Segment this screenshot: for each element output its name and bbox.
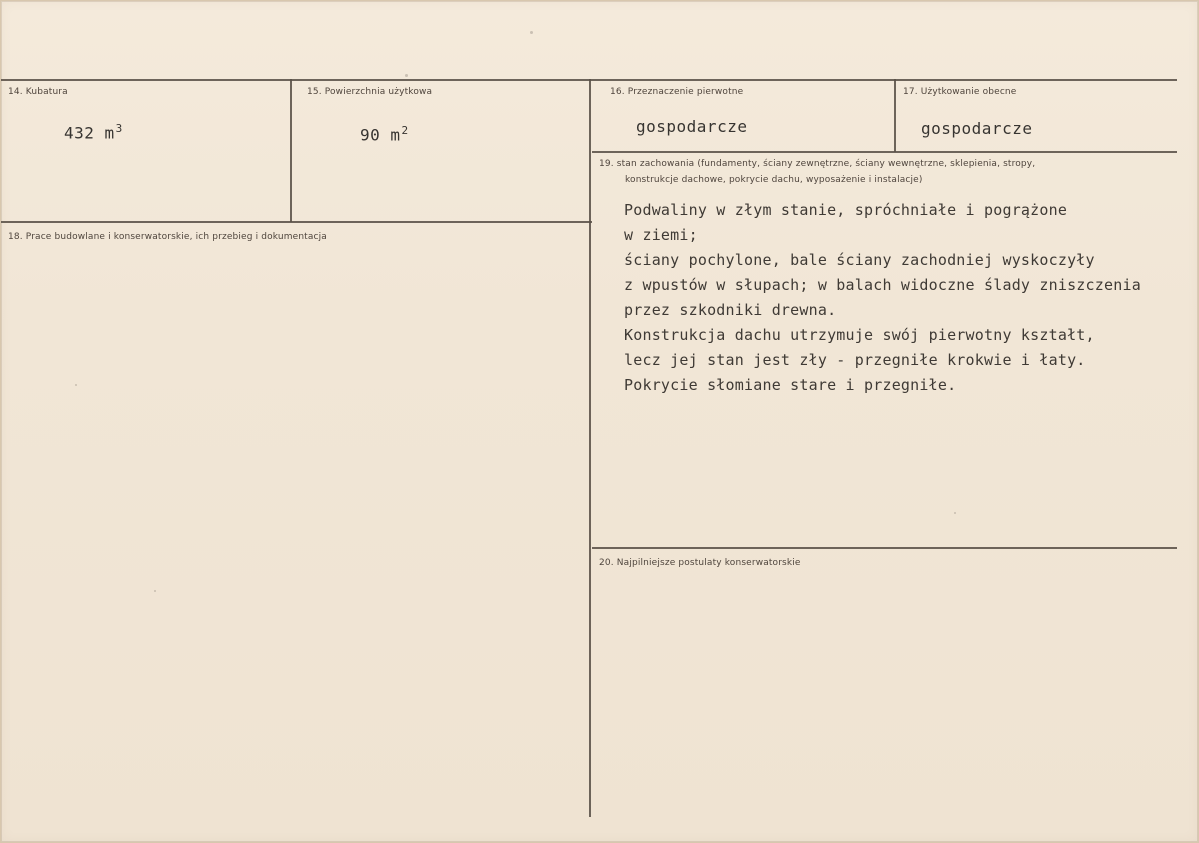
przeznaczenie-value: gospodarcze [636,117,748,136]
kubatura-superscript: 3 [115,122,123,135]
paper-speck [75,384,77,386]
paper-speck [154,590,156,592]
uzytkowanie-value: gospodarcze [921,119,1033,138]
left-section-divider [1,221,592,223]
stan-label-line1: 19. stan zachowania (fundamenty, ściany zewnętrzne, ściany wewnętrzne, sklepienia, stropy, [599,159,1036,169]
main-vertical-divider [589,79,591,817]
stan-line-3: ściany pochylone, bale ściany zachodniej wyskoczyły [624,251,1095,269]
postulaty-label: 20. Najpilniejsze postulaty konserwatorskie [599,558,801,568]
right-section-divider [592,151,1177,153]
field-divider-left [290,79,292,222]
uzytkowanie-label: 17. Użytkowanie obecne [903,87,1017,97]
field-divider-right [894,79,896,152]
powierzchnia-value [360,124,409,144]
paper-speck [405,74,408,77]
kubatura-value [64,122,123,142]
stan-description [624,198,1199,398]
powierzchnia-superscript: 2 [401,124,409,137]
prace-label: 18. Prace budowlane i konserwatorskie, ich przebieg i dokumentacja [8,232,327,242]
kubatura-label: 14. Kubatura [8,87,68,97]
paper-speck [530,31,533,34]
powierzchnia-label: 15. Powierzchnia użytkowa [307,87,433,97]
stan-line-5: przez szkodniki drewna. [624,301,837,319]
stan-line-2: w ziemi; [624,226,698,244]
przeznaczenie-label: 16. Przeznaczenie pierwotne [610,87,744,97]
stan-label-line2: konstrukcje dachowe, pokrycie dachu, wyposażenie i instalacje) [625,175,923,185]
stan-line-6: Konstrukcja dachu utrzymuje swój pierwotny kształt, [624,326,1095,344]
powierzchnia-number: 90 m [360,125,401,145]
bottom-right-divider [592,547,1177,549]
stan-line-1: Podwaliny w złym stanie, spróchniałe i pogrążone [624,201,1068,219]
kubatura-number: 432 m [64,123,115,143]
stan-line-4: z wpustów w słupach; w balach widoczne ślady zniszczenia [624,276,1141,294]
stan-line-8: Pokrycie słomiane stare i przegniłe. [624,376,957,394]
stan-line-7: lecz jej stan jest zły - przegniłe krokwie i łaty. [624,351,1086,369]
paper-speck [954,512,956,514]
